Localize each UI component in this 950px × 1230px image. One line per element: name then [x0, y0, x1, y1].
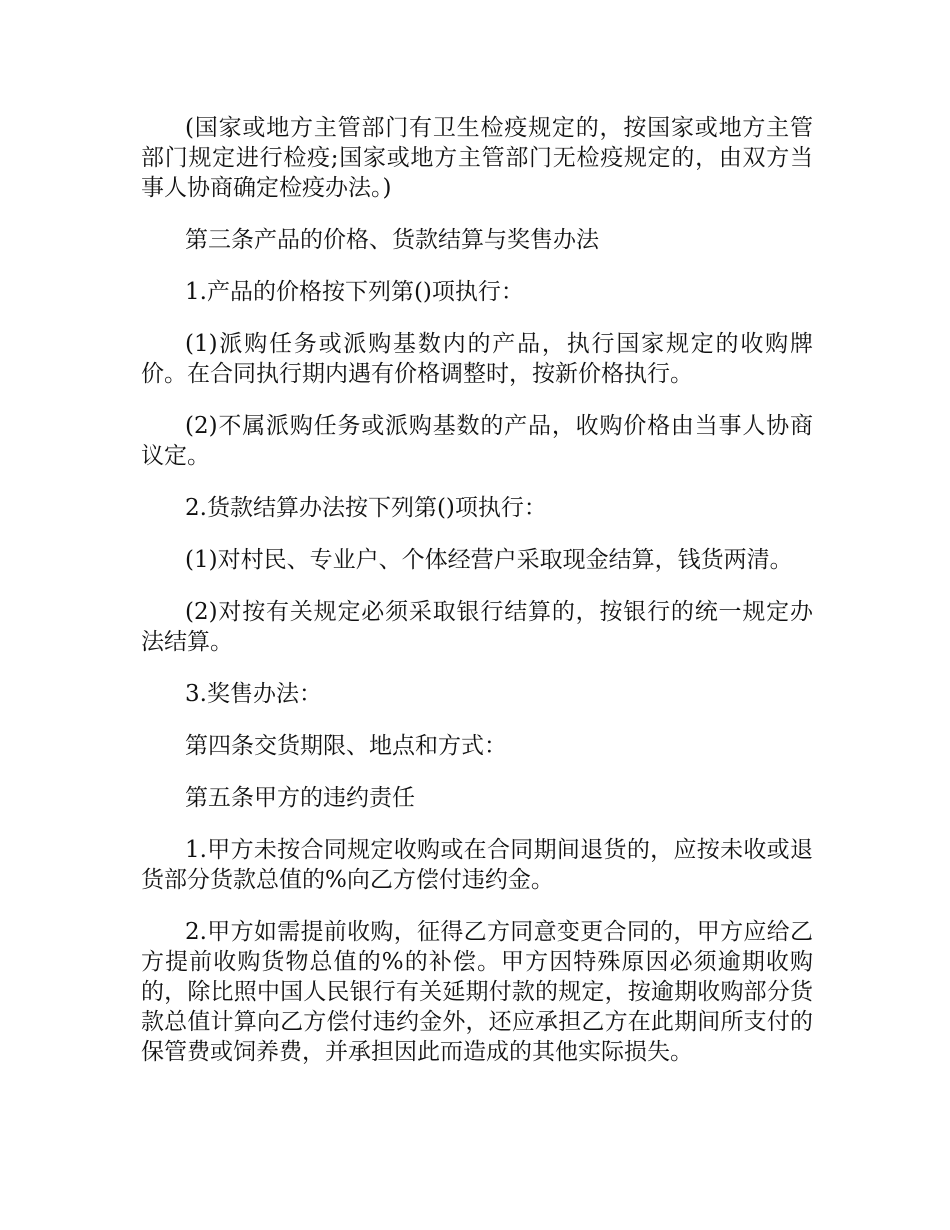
- heading-article-five: 第五条甲方的违约责任: [185, 785, 415, 811]
- document-body: [141, 113, 813, 1089]
- heading-article-four: 第四条交货期限、地点和方式：: [185, 733, 507, 759]
- paragraph-price-item: 1.产品的价格按下列第()项执行：: [185, 279, 524, 305]
- paragraph-breach-1: 1.甲方未按合同规定收购或在合同期间退货的，应按未收或退货部分货款总值的%向乙方偿付违约金。: [141, 837, 813, 893]
- paragraph-quarantine-note: (国家或地方主管部门有卫生检疫规定的，按国家或地方主管部门规定进行检疫;国家或地方主管部门无检疫规定的，由双方当事人协商确定检疫办法。): [141, 115, 813, 201]
- paragraph-settlement-option-1: (1)对村民、专业户、个体经营户采取现金结算，钱货两清。: [185, 547, 793, 573]
- paragraph-breach-2: 2.甲方如需提前收购，征得乙方同意变更合同的，甲方应给乙方提前收购货物总值的%的补偿。甲方因特殊原因必须逾期收购的，除比照中国人民银行有关延期付款的规定，按逾期收购部分货款总值计算向乙方偿付违约金外，还应承担乙方在此期间所支付的保管费或饲养费，并承担因此而造成的其他实际损失。: [141, 919, 813, 1065]
- paragraph-price-option-1: (1)派购任务或派购基数内的产品，执行国家规定的收购牌价。在合同执行期内遇有价格调整时，按新价格执行。: [141, 331, 813, 387]
- paragraph-reward-sale: 3.奖售办法：: [185, 681, 322, 707]
- paragraph-price-option-2: (2)不属派购任务或派购基数的产品，收购价格由当事人协商议定。: [141, 413, 813, 469]
- heading-article-three: 第三条产品的价格、货款结算与奖售办法: [185, 227, 599, 253]
- paragraph-settlement-option-2: (2)对按有关规定必须采取银行结算的，按银行的统一规定办法结算。: [141, 599, 813, 655]
- paragraph-settlement-item: 2.货款结算办法按下列第()项执行：: [185, 495, 547, 521]
